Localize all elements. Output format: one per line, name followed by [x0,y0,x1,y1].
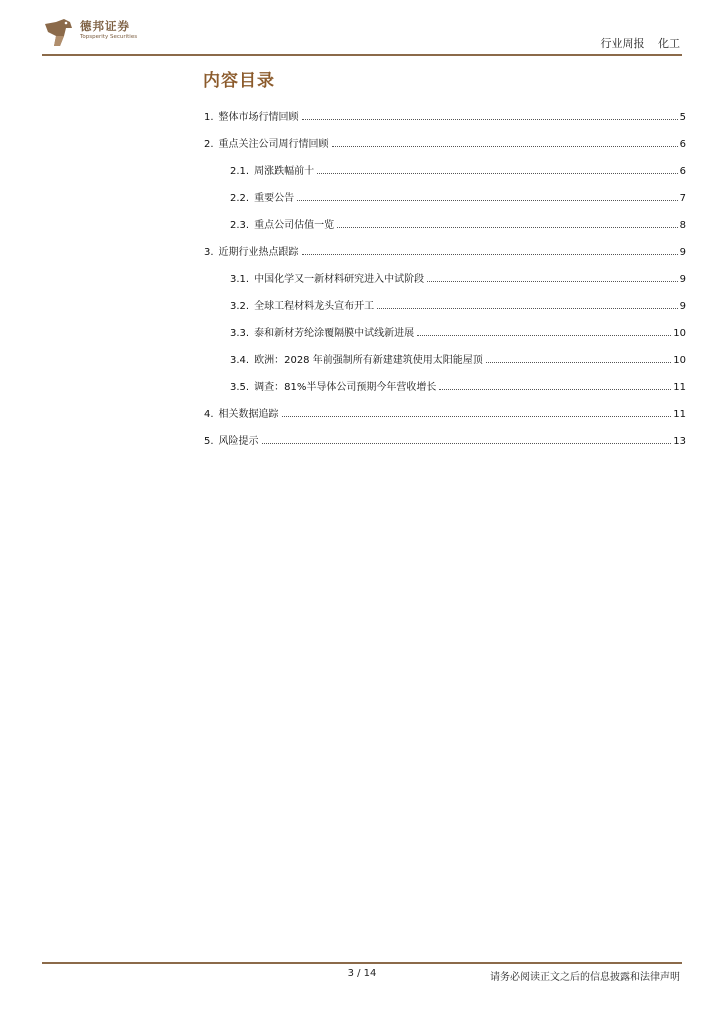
toc-item[interactable] [230,269,686,285]
footer-divider [42,962,682,964]
toc-item-number: 3.2. [230,301,250,312]
toc-item-text: 中国化学又一新材料研究进入中试阶段 [254,274,425,285]
toc-leader-dots [332,146,678,147]
toc-item[interactable] [230,188,686,204]
toc-item[interactable] [204,107,686,123]
toc-item-page: 11 [673,382,686,393]
toc-item[interactable] [230,323,686,339]
toc-item-number: 3. [204,247,214,258]
report-type: 行业周报 [600,37,645,50]
toc-item-text: 调查：81%半导体公司预期今年营收增长 [254,382,437,393]
toc-item-text: 欧洲：2028 年前强制所有新建建筑使用太阳能屋顶 [254,355,483,366]
toc-item[interactable] [230,350,686,366]
toc-item-text: 风险提示 [218,436,259,447]
toc-item-number: 3.4. [230,355,250,366]
toc-item-text: 重点关注公司周行情回顾 [218,139,329,150]
toc-item-text: 近期行业热点跟踪 [218,247,299,258]
toc-item-number: 4. [204,409,214,420]
toc-item-number: 3.3. [230,328,250,339]
toc-item-text: 全球工程材料龙头宣布开工 [254,301,375,312]
toc-leader-dots [282,416,672,417]
toc-leader-dots [377,308,678,309]
toc-item[interactable] [204,134,686,150]
report-sector: 化工 [658,37,680,50]
toc-leader-dots [262,443,672,444]
toc-item-number: 2.3. [230,220,250,231]
toc-item[interactable] [204,404,686,420]
toc-title: 内容目录 [203,71,275,91]
legal-disclaimer: 请务必阅读正文之后的信息披露和法律声明 [490,972,680,983]
header-divider [42,54,682,56]
toc-item-page: 5 [679,112,686,123]
toc-item-page: 6 [679,166,686,177]
brand-logo-icon [42,16,76,50]
toc-leader-dots [302,119,678,120]
toc-item-number: 3.1. [230,274,250,285]
toc-item-page: 6 [679,139,686,150]
toc-item-page: 9 [679,247,686,258]
toc-item-number: 2.1. [230,166,250,177]
toc-item-number: 1. [204,112,214,123]
toc-item[interactable] [204,242,686,258]
toc-item-page: 10 [673,328,686,339]
toc-item-number: 2. [204,139,214,150]
toc-item-text: 重点公司估值一览 [254,220,335,231]
toc-item-text: 泰和新材芳纶涂覆隔膜中试线新进展 [254,328,415,339]
toc-item-text: 重要公告 [254,193,295,204]
toc-item[interactable] [230,161,686,177]
toc-item-text: 周涨跌幅前十 [254,166,315,177]
toc-item-number: 3.5. [230,382,250,393]
toc-leader-dots [302,254,678,255]
toc-leader-dots [337,227,678,228]
toc-leader-dots [427,281,678,282]
toc-leader-dots [417,335,671,336]
toc-item-page: 13 [673,436,686,447]
report-header [601,35,681,51]
brand-name-cn: 德邦证券 [80,19,130,33]
toc-leader-dots [317,173,678,174]
toc-item-page: 9 [679,274,686,285]
toc-item-text: 相关数据追踪 [218,409,279,420]
toc-leader-dots [486,362,672,363]
toc-item[interactable] [230,377,686,393]
toc-leader-dots [439,389,671,390]
toc-item[interactable] [230,215,686,231]
toc-item-page: 9 [679,301,686,312]
toc-item-page: 7 [679,193,686,204]
toc-item-text: 整体市场行情回顾 [218,112,299,123]
toc-leader-dots [297,200,678,201]
toc-item[interactable] [204,431,686,447]
brand-logo [42,16,182,52]
toc-item-number: 5. [204,436,214,447]
toc-item-page: 10 [673,355,686,366]
toc-item-page: 11 [673,409,686,420]
page-indicator: 3 / 14 [347,968,377,979]
toc-item-page: 8 [679,220,686,231]
toc-item-number: 2.2. [230,193,250,204]
toc-item[interactable] [230,296,686,312]
brand-name-en: Topsperity Securities [80,34,138,40]
